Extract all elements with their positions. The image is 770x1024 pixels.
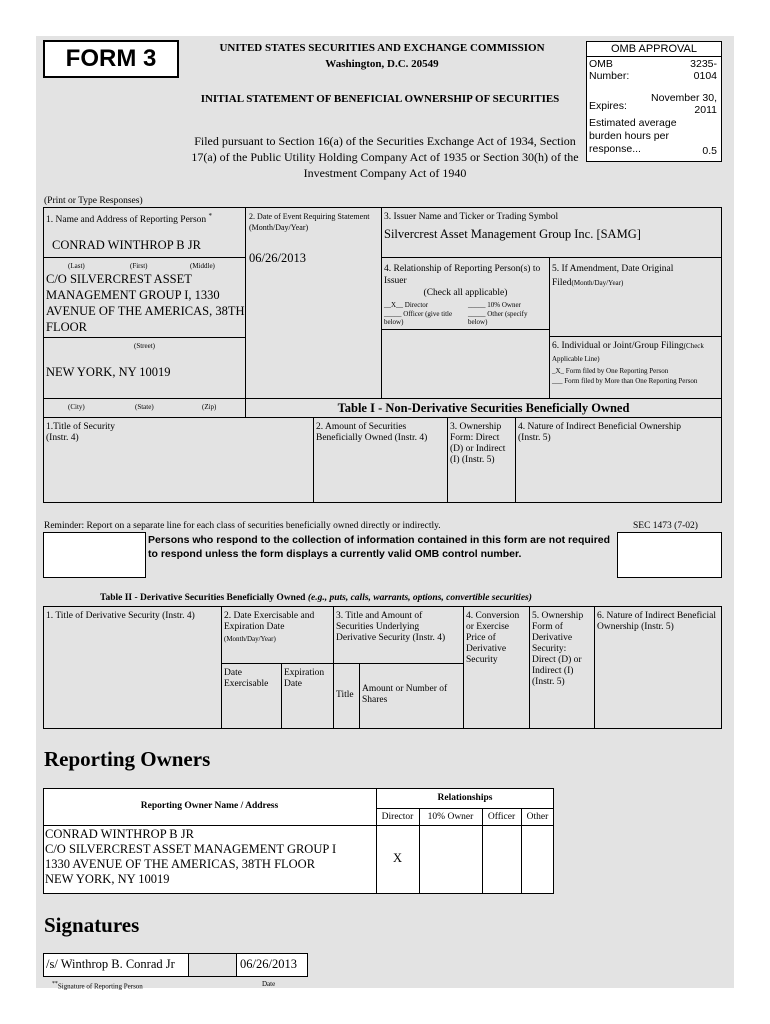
ro-director-mark: X (392, 851, 403, 865)
box2-value: 06/26/2013 (249, 251, 306, 265)
reminder-right-box (617, 532, 722, 578)
table2-div3 (463, 606, 464, 729)
box1-middle: (Middle) (190, 262, 215, 270)
box1-label (46, 211, 241, 226)
omb-approval-box (586, 41, 722, 162)
signature-date: 06/26/2013 (240, 957, 297, 971)
ro-relationships: Relationships (437, 793, 493, 803)
box3-label: 3. Issuer Name and Ticker or Trading Symbol (384, 212, 559, 222)
ro-header-divider (376, 808, 554, 809)
box1-first: (First) (130, 262, 148, 270)
box4-officer[interactable]: _____ Officer (give title below) (384, 310, 453, 326)
box1-city: (City) (68, 403, 85, 411)
agency-name: UNITED STATES SECURITIES AND EXCHANGE COMMISSION (219, 42, 545, 54)
box1-person-name: CONRAD WINTHROP B JR (52, 238, 201, 252)
box6-one[interactable]: _X_ Form filed by One Reporting Person (552, 367, 669, 375)
box2-label: 2. Date of Event Requiring Statement (Month/Day/Year) (249, 212, 370, 232)
table2-col4: 4. Conversion or Exercise Price of Derivative Security (466, 611, 520, 665)
signatures-heading: Signatures (44, 913, 140, 937)
box6-more[interactable]: ___ Form filed by More than One Reporting Person (552, 377, 698, 385)
omb-expires-value: November 30, 2011 (651, 92, 717, 116)
ro-owner-address (45, 827, 375, 887)
print-type-note: (Print or Type Responses) (44, 196, 143, 206)
box1-label-text: 1. Name and Address of Reporting Person (46, 215, 207, 226)
table1-div2 (447, 417, 448, 503)
table2-col2-sub: (Month/Day/Year) (224, 635, 276, 643)
form-title-box (43, 40, 179, 78)
box6-label-text: 6. Individual or Joint/Group Filing (552, 341, 684, 351)
ro-col-other: Other (526, 812, 549, 822)
box1-star: * (208, 212, 213, 220)
box5-label-text: 5. If Amendment, Date Original Filed (552, 264, 674, 288)
box6-label (552, 340, 720, 366)
table2-sub-divider-b (333, 663, 463, 664)
ro-col-name: Reporting Owner Name / Address (140, 801, 279, 811)
box1-zip: (Zip) (202, 403, 217, 411)
table2-col2a: Date Exercisable (224, 668, 269, 689)
table2-div4 (529, 606, 530, 729)
omb-number-label: OMB Number: (589, 58, 630, 82)
signature-label-text: Signature of Reporting Person (57, 982, 143, 991)
reminder-text: Reminder: Report on a separate line for each class of securities beneficially owned directly or indirectly. (44, 521, 441, 531)
ro-col-director: Director (381, 812, 414, 822)
ro-col-10pct: 10% Owner (427, 812, 474, 822)
table2-col1: 1. Title of Derivative Security (Instr. 4) (46, 611, 195, 621)
signature-star: ** (52, 981, 58, 987)
box4-label: 4. Relationship of Reporting Person(s) to Issuer (384, 264, 541, 286)
ro-owner-line-3: 1330 AVENUE OF THE AMERICAS, 38TH FLOOR (45, 857, 316, 871)
box6-sub: (Check Applicable Line) (552, 342, 704, 363)
signature-spacer (188, 953, 237, 977)
date-label: Date (262, 980, 276, 988)
table2-div5 (594, 606, 595, 729)
filed-pursuant: Filed pursuant to Section 16(a) of the Securities Exchange Act of 1934, Section 17(a) of the Public Utility Holding Company Act of 1935 or Section 30(h) of the Investment Company Act of 1940 (191, 134, 579, 180)
table1-div3 (515, 417, 516, 503)
box4-divider (381, 329, 550, 330)
box3-value: Silvercrest Asset Management Group Inc. [SAMG] (384, 227, 641, 241)
table2-sub-div-a (281, 663, 282, 729)
box1-city-line: NEW YORK, NY 10019 (46, 365, 171, 379)
box1-state: (State) (135, 403, 154, 411)
table2-col6: 6. Nature of Indirect Beneficial Ownership (Instr. 5) (597, 611, 716, 632)
omb-number-value: 3235-0104 (690, 58, 717, 82)
reminder-left-box (43, 532, 146, 578)
omb-burden-value: 0.5 (702, 145, 717, 157)
box4-other[interactable]: _____ Other (specify below) (468, 310, 528, 326)
table2-col3: 3. Title and Amount of Securities Underlying Derivative Security (Instr. 4) (336, 611, 446, 643)
table2-col3a: Title (336, 690, 354, 700)
box2-date (245, 207, 382, 399)
table2-div1 (221, 606, 222, 729)
form-title: FORM 3 (65, 45, 157, 72)
omb-title: OMB APPROVAL (587, 42, 721, 57)
table2-sub-divider-a (221, 663, 333, 664)
table2-title-main: Table II - Derivative Securities Beneficially Owned (100, 593, 306, 603)
table2-col2b: Expiration Date (284, 668, 325, 689)
table1-col1: 1.Title of Security (Instr. 4) (46, 422, 116, 443)
omb-expires-label: Expires: (589, 100, 627, 112)
omb-burden-label: Estimated average burden hours per response... (589, 117, 677, 155)
box1-address-text: C/O SILVERCREST ASSET MANAGEMENT GROUP I, 1330 AVENUE OF THE AMERICAS, 38TH FLOOR (46, 272, 245, 334)
ro-owner-line-2: C/O SILVERCREST ASSET MANAGEMENT GROUP I (45, 842, 337, 856)
signature-value: /s/ Winthrop B. Conrad Jr (46, 957, 175, 971)
table1-col2: 2. Amount of Securities Beneficially Owned (Instr. 4) (316, 422, 428, 443)
box4-director[interactable]: __X__ Director (384, 301, 429, 309)
signature-label (52, 980, 143, 990)
sec-code: SEC 1473 (7-02) (633, 521, 698, 531)
table2-col2: 2. Date Exercisable and Expiration Date (224, 611, 315, 632)
table1-col3: 3. Ownership Form: Direct (D) or Indirect (I) (Instr. 5) (450, 422, 506, 465)
table2-sub-div-b (359, 663, 360, 729)
table2-col3b: Amount or Number of Shares (362, 684, 448, 705)
ro-col-officer: Officer (487, 812, 516, 822)
ro-body-divider (43, 825, 554, 826)
ro-owner-line-1: CONRAD WINTHROP B JR (45, 827, 194, 841)
statement-title: INITIAL STATEMENT OF BENEFICIAL OWNERSHIP OF SECURITIES (200, 93, 560, 105)
persons-notice: Persons who respond to the collection of information contained in this form are not required to respond unless the form displays a currently valid OMB control number. (148, 534, 611, 560)
reporting-owners-heading: Reporting Owners (44, 747, 211, 771)
table1-title: Table I - Non-Derivative Securities Beneficially Owned (337, 401, 630, 415)
table2-title-italic: (e.g., puts, calls, warrants, options, convertible securities) (307, 593, 532, 603)
box4-ten-pct[interactable]: _____ 10% Owner (468, 301, 521, 309)
box5-sub: (Month/Day/Year) (571, 279, 624, 287)
table1-col4: 4. Nature of Indirect Beneficial Ownership (Instr. 5) (518, 422, 682, 443)
table2-title (100, 593, 720, 604)
table1-div1 (313, 417, 314, 503)
box1-street: (Street) (134, 342, 155, 350)
box1-last: (Last) (68, 262, 85, 270)
box4-check: (Check all applicable) (423, 288, 508, 298)
ro-owner-line-4: NEW YORK, NY 10019 (45, 872, 170, 886)
agency-city: Washington, D.C. 20549 (325, 58, 439, 70)
table2-div2 (333, 606, 334, 729)
box5-label (552, 262, 720, 290)
table2-col5: 5. Ownership Form of Derivative Security: Direct (D) or Indirect (I) (Instr. 5) (532, 611, 584, 687)
